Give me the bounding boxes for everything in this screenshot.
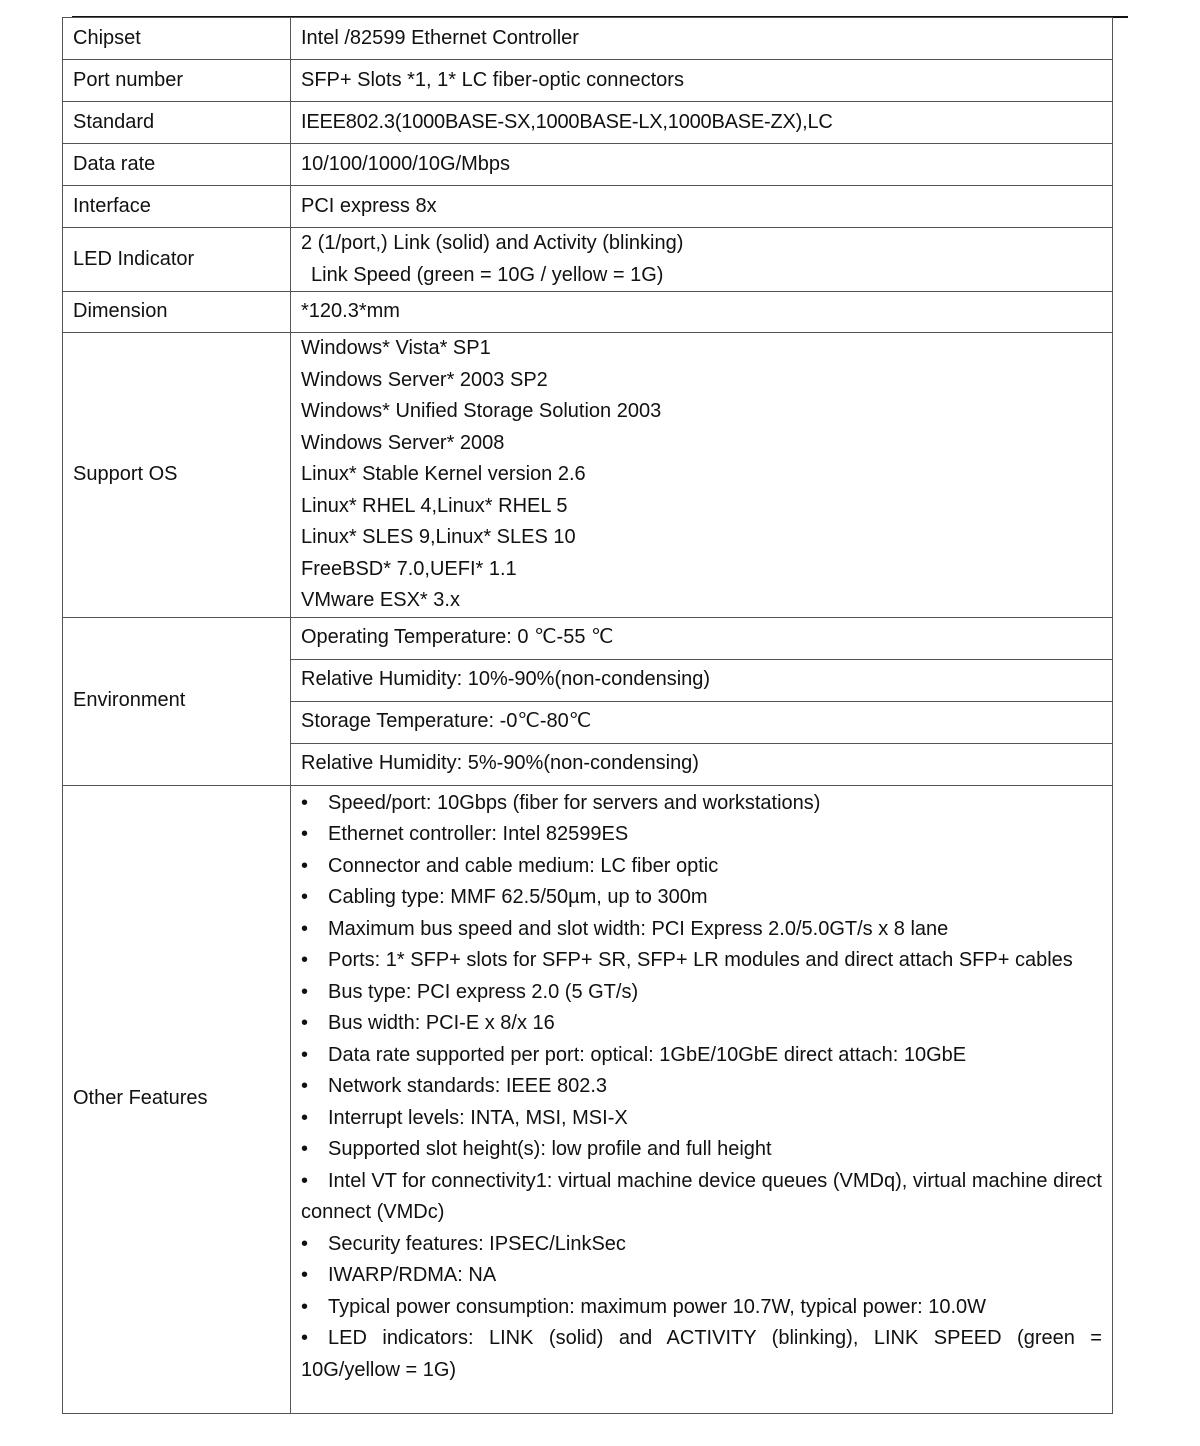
feature-item: [301, 1040, 1102, 1072]
feature-item: [301, 788, 1102, 820]
feature-item: [301, 1134, 1102, 1166]
feature-item: [301, 977, 1102, 1009]
feature-text: Typical power consumption: maximum power 10.7W, typical power: 10.0W: [328, 1295, 987, 1318]
bullet-icon: •: [301, 1232, 309, 1255]
row-value: Intel /82599 Ethernet Controller: [291, 18, 1113, 60]
os-item: Linux* SLES 9,Linux* SLES 10: [301, 526, 576, 548]
row-label: Other Features: [63, 785, 291, 1413]
feature-text: Connector and cable medium: LC fiber optic: [328, 854, 719, 877]
bullet-icon: •: [301, 1106, 309, 1129]
row-label: Data rate: [63, 144, 291, 186]
table-row-dimension: [63, 292, 1113, 333]
feature-item: [301, 1103, 1102, 1135]
feature-item: [301, 1323, 1102, 1386]
table-row-port-number: [63, 60, 1113, 102]
feature-text: Network standards: IEEE 802.3: [328, 1075, 608, 1097]
bullet-icon: •: [301, 823, 309, 845]
os-item: FreeBSD* 7.0,UEFI* 1.1: [301, 557, 517, 580]
feature-text: Ports: 1* SFP+ slots for SFP+ SR, SFP+ LR modules and direct attach SFP+ cables: [328, 949, 1073, 971]
os-item: Windows Server* 2008: [301, 431, 505, 454]
os-item: VMware ESX* 3.x: [301, 589, 460, 611]
feature-item: [301, 945, 1102, 977]
os-item: Linux* RHEL 4,Linux* RHEL 5: [301, 494, 568, 517]
bullet-icon: •: [301, 949, 309, 971]
row-label: LED Indicator: [63, 228, 291, 292]
table-row-other-features: [63, 785, 1113, 1413]
env-operating-humidity: Relative Humidity: 10%-90%(non-condensing): [291, 659, 1113, 701]
table-row-data-rate: [63, 144, 1113, 186]
feature-text: IWARP/RDMA: NA: [328, 1264, 497, 1286]
row-value: 10/100/1000/10G/Mbps: [291, 144, 1113, 186]
row-label: Standard: [63, 102, 291, 144]
feature-item: [301, 914, 1102, 946]
bullet-icon: •: [301, 917, 309, 940]
env-storage-temperature: Storage Temperature: -0℃-80℃: [291, 701, 1113, 743]
feature-item: [301, 1071, 1102, 1103]
bullet-icon: •: [301, 854, 309, 877]
led-line: Link Speed (green = 10G / yellow = 1G): [311, 263, 664, 286]
spec-table: [62, 17, 1113, 1414]
row-label: Chipset: [63, 18, 291, 60]
table-row-chipset: [63, 18, 1113, 60]
feature-text: Interrupt levels: INTA, MSI, MSI-X: [328, 1106, 628, 1129]
feature-text: Cabling type: MMF 62.5/50µm, up to 300m: [328, 886, 708, 908]
table-row-interface: [63, 186, 1113, 228]
bullet-icon: •: [301, 1264, 309, 1286]
feature-item: [301, 1292, 1102, 1324]
row-value: [291, 228, 1113, 292]
feature-text: Bus width: PCI-E x 8/x 16: [328, 1012, 555, 1034]
feature-text: Ethernet controller: Intel 82599ES: [328, 823, 629, 845]
feature-text: Maximum bus speed and slot width: PCI Express 2.0/5.0GT/s x 8 lane: [328, 917, 949, 940]
bullet-icon: •: [301, 1043, 309, 1066]
row-label: Environment: [63, 617, 291, 785]
feature-text: Intel VT for connectivity1: virtual machine device queues (VMDq), virtual machine direct connect (VMDc): [301, 1169, 1102, 1223]
bullet-icon: •: [301, 791, 309, 814]
row-label: Support OS: [63, 333, 291, 618]
os-item: Windows* Unified Storage Solution 2003: [301, 400, 662, 422]
row-label: Interface: [63, 186, 291, 228]
feature-text: Security features: IPSEC/LinkSec: [328, 1232, 626, 1255]
row-value: PCI express 8x: [291, 186, 1113, 228]
bullet-icon: •: [301, 980, 309, 1003]
os-list: [291, 333, 1113, 618]
os-item: Linux* Stable Kernel version 2.6: [301, 463, 586, 485]
feature-item: [301, 1229, 1102, 1261]
bullet-icon: •: [301, 1138, 309, 1160]
feature-item: [301, 819, 1102, 851]
led-line: 2 (1/port,) Link (solid) and Activity (blinking): [301, 232, 684, 254]
feature-item: [301, 1260, 1102, 1292]
row-label: Port number: [63, 60, 291, 102]
table-row-standard: [63, 102, 1113, 144]
bullet-icon: •: [301, 1012, 309, 1034]
os-item: Windows Server* 2003 SP2: [301, 368, 548, 391]
bullet-icon: •: [301, 886, 309, 908]
row-label: Dimension: [63, 292, 291, 333]
feature-text: Supported slot height(s): low profile and full height: [328, 1138, 772, 1160]
os-item: Windows* Vista* SP1: [301, 337, 491, 359]
feature-text: LED indicators: LINK (solid) and ACTIVITY (blinking), LINK SPEED (green = 10G/yellow = 1G): [301, 1327, 1102, 1381]
feature-item: [301, 1008, 1102, 1040]
bullet-icon: •: [301, 1075, 309, 1097]
table-row-environment: [63, 617, 1113, 659]
bullet-icon: •: [301, 1169, 309, 1192]
feature-item: [301, 1166, 1102, 1229]
feature-text: Bus type: PCI express 2.0 (5 GT/s): [328, 980, 639, 1003]
row-value: IEEE802.3(1000BASE-SX,1000BASE-LX,1000BASE-ZX),LC: [291, 102, 1113, 144]
feature-text: Speed/port: 10Gbps (fiber for servers and workstations): [328, 791, 821, 814]
features-list: [291, 785, 1113, 1413]
feature-item: [301, 882, 1102, 914]
row-value: *120.3*mm: [291, 292, 1113, 333]
env-storage-humidity: Relative Humidity: 5%-90%(non-condensing): [291, 743, 1113, 785]
row-value: SFP+ Slots *1, 1* LC fiber-optic connectors: [291, 60, 1113, 102]
feature-item: [301, 851, 1102, 883]
bullet-icon: •: [301, 1295, 309, 1318]
table-row-support-os: [63, 333, 1113, 618]
bullet-icon: •: [301, 1327, 309, 1349]
table-row-led-indicator: [63, 228, 1113, 292]
env-operating-temperature: Operating Temperature: 0 ℃-55 ℃: [291, 617, 1113, 659]
feature-text: Data rate supported per port: optical: 1GbE/10GbE direct attach: 10GbE: [328, 1043, 967, 1066]
